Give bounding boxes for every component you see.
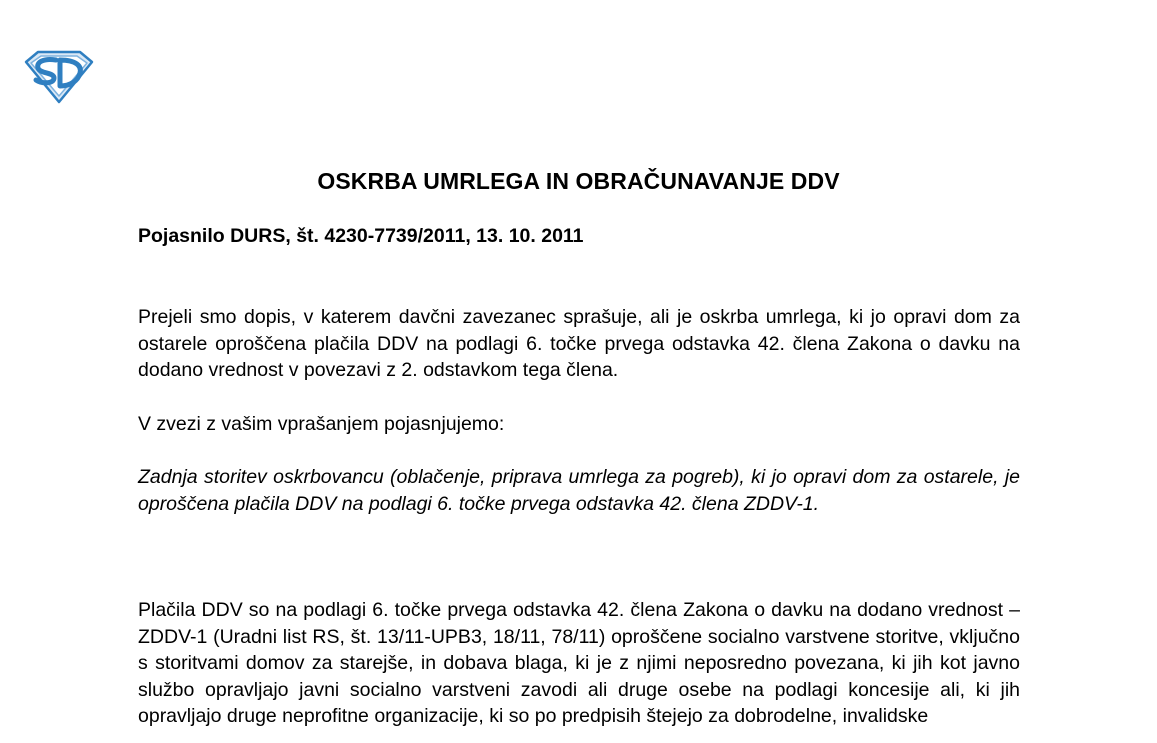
paragraph-answer: Zadnja storitev oskrbovancu (oblačenje, priprava umrlega za pogreb), ki jo opravi dom za ostarele, je oproščena plačila DDV na podlagi 6. točke prvega odstavka 42. člena ZDDV-1.	[138, 466, 1020, 515]
sd-shield-logo-icon	[22, 48, 96, 104]
paragraph-inquiry: Prejeli smo dopis, v katerem davčni zavezanec sprašuje, ali je oskrba umrlega, ki jo opravi dom za ostarele oproščena plačila DDV na podlagi 6. točke prvega odstavka 42. člena Zakona o davku na dodano vrednost v povezavi z 2. odstavkom tega člena.	[138, 306, 1020, 381]
document-title: OSKRBA UMRLEGA IN OBRAČUNAVANJE DDV	[317, 168, 840, 194]
paragraph-intro: V zvezi z vašim vprašanjem pojasnjujemo:	[138, 413, 505, 435]
paragraph-explanation: Plačila DDV so na podlagi 6. točke prvega odstavka 42. člena Zakona o davku na dodano vrednost – ZDDV-1 (Uradni list RS, št. 13/11-UPB3, 18/11, 78/11) oproščene socialno varstvene storitve, vključno s storitvami domov za starejše, in dobava blaga, ki je z njimi neposredno povezana, ki jih kot javno službo opravljajo javni socialno varstveni zavodi ali druge osebe na podlagi koncesije ali, ki jih opravljajo druge neprofitne organizacije, ki so po predpisih štejejo za dobrodelne, invalidske	[138, 599, 1020, 727]
document-subtitle: Pojasnilo DURS, št. 4230-7739/2011, 13. 10. 2011	[138, 225, 584, 247]
